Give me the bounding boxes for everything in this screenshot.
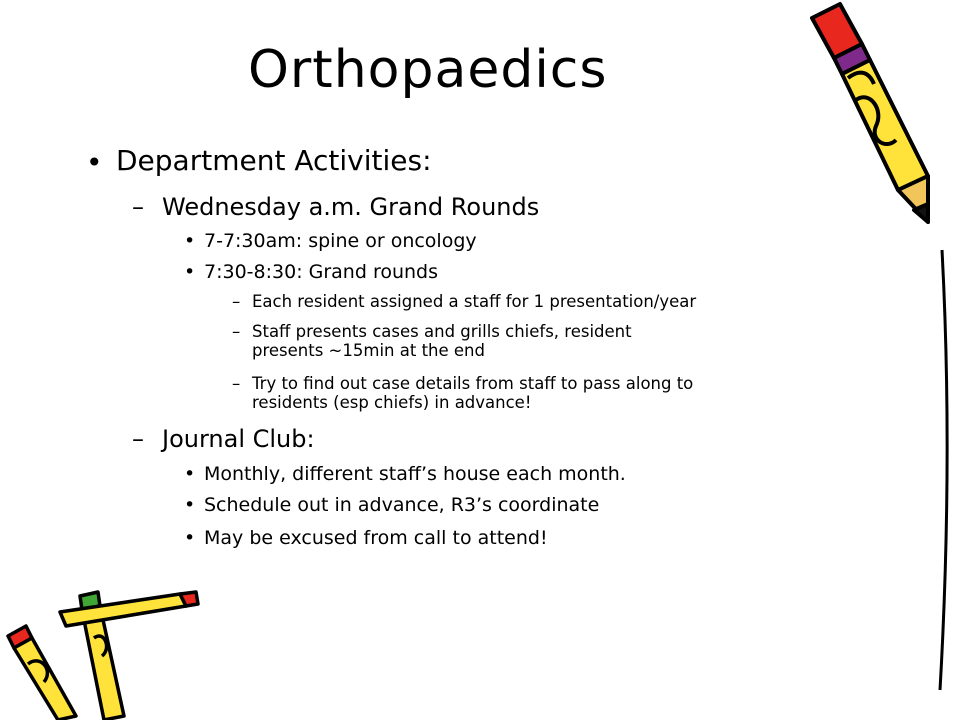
section-heading: Department Activities: (116, 144, 432, 177)
bullet-marker: • (184, 527, 196, 549)
list-item (252, 322, 632, 360)
pencil-icon (800, 0, 960, 700)
bullet-marker: • (184, 261, 196, 283)
bullet-marker: • (184, 463, 196, 485)
dash-marker: – (132, 425, 144, 453)
detail-line: Staff presents cases and grills chiefs, resident (252, 322, 632, 341)
crayon-icons (0, 578, 200, 720)
list-item: Schedule out in advance, R3’s coordinate (204, 494, 600, 516)
bullet-marker: • (184, 230, 196, 252)
slide-title: Orthopaedics (248, 40, 608, 100)
dash-marker: – (232, 292, 241, 311)
bullet-marker: • (184, 494, 196, 516)
detail-line: Try to find out case details from staff to pass along to (252, 374, 694, 393)
bullet-marker: • (86, 146, 103, 179)
detail-line: residents (esp chiefs) in advance! (252, 393, 532, 412)
list-item (252, 374, 693, 412)
list-item: 7:30-8:30: Grand rounds (204, 261, 439, 283)
detail-line: Each resident assigned a staff for 1 presentation/year (252, 292, 697, 311)
dash-marker: – (232, 374, 241, 393)
grand-rounds-heading: Wednesday a.m. Grand Rounds (162, 193, 540, 221)
detail-line: presents ~15min at the end (252, 341, 485, 360)
list-item: May be excused from call to attend! (204, 527, 548, 549)
list-item (252, 292, 696, 311)
list-item: 7-7:30am: spine or oncology (204, 230, 477, 252)
dash-marker: – (232, 322, 241, 341)
journal-club-heading: Journal Club: (162, 425, 315, 453)
list-item: Monthly, different staff’s house each month. (204, 463, 626, 485)
dash-marker: – (132, 193, 144, 221)
